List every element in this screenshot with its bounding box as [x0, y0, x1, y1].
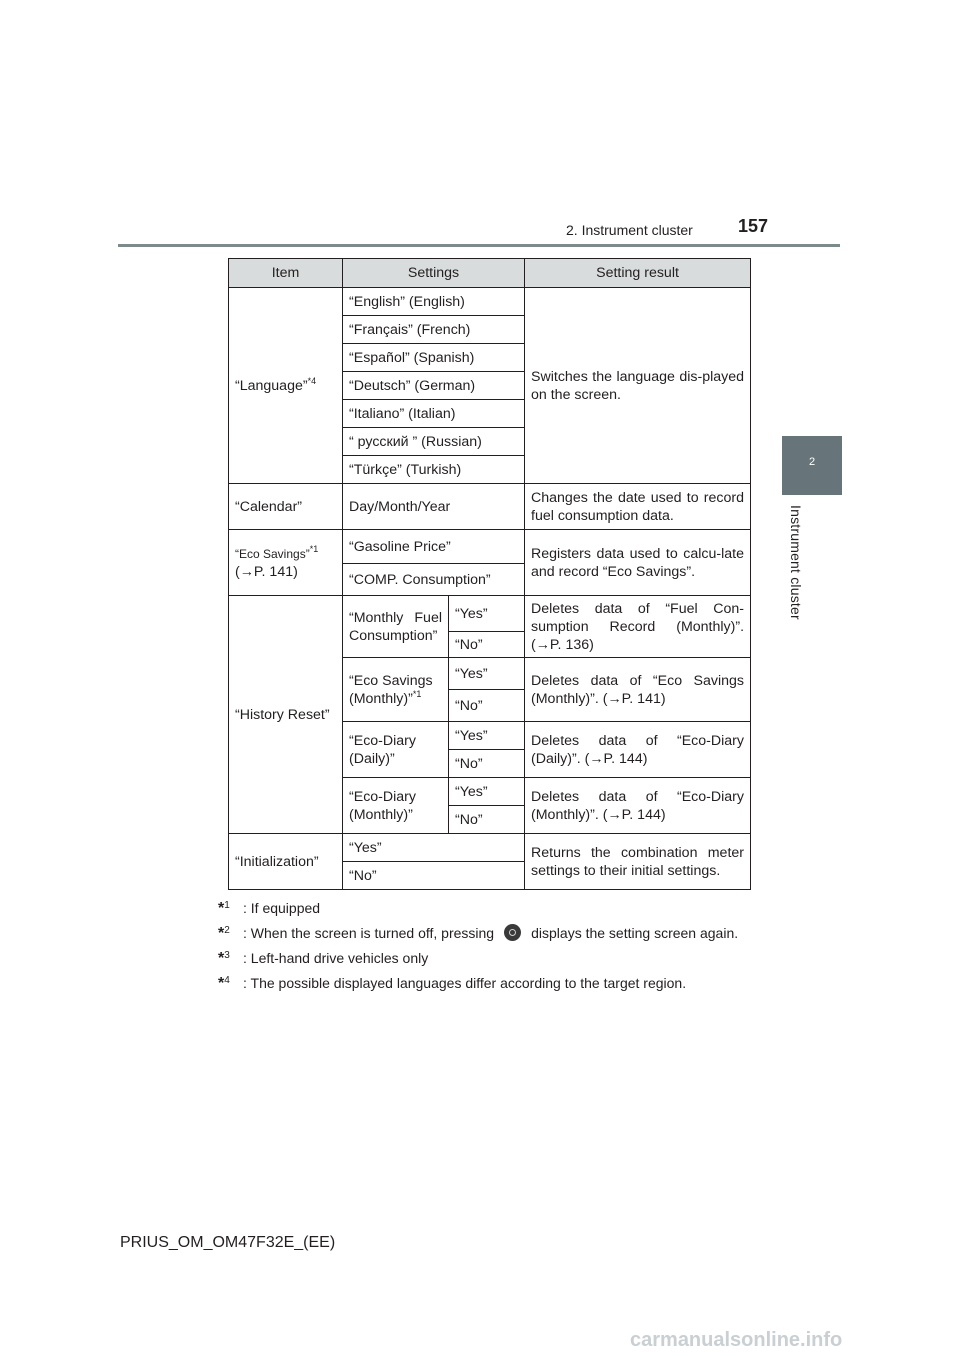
setting-option: “Italiano” (Italian)	[343, 400, 525, 428]
footnote-text: : The possible displayed languages differ according to the target region.	[243, 975, 687, 991]
option-no: “No”	[343, 862, 525, 890]
footnote-text-before: : When the screen is turned off, pressing	[243, 925, 495, 941]
footnote-mark: *$^4$	[218, 975, 230, 992]
footnote-mark: *$^2$	[218, 925, 230, 942]
section-title: 2. Instrument cluster	[566, 222, 693, 238]
footnote-mark: *$^3$	[218, 950, 230, 967]
item-language	[229, 288, 343, 484]
history-group-result: Deletes data of “Fuel Con-sumption Record (Monthly)”. (→P. 136)	[525, 596, 751, 658]
table-row	[229, 596, 751, 632]
result-eco-savings: Registers data used to calcu-late and record “Eco Savings”.	[525, 530, 751, 596]
footnote-mark: *$^1$	[218, 900, 230, 917]
footnote-text: : If equipped	[243, 900, 321, 916]
option-yes: “Yes”	[449, 596, 525, 632]
history-group-result: Deletes data of “Eco-Diary (Monthly)”. (→P. 144)	[525, 778, 751, 834]
footnote-1	[218, 898, 746, 919]
table-row	[229, 530, 751, 564]
steering-switch-button-icon	[504, 924, 521, 941]
footnote-2	[218, 923, 746, 944]
option-yes: “Yes”	[449, 658, 525, 690]
settings-table	[228, 258, 751, 890]
item-initialization: “Initialization”	[229, 834, 343, 890]
item-eco-savings-ref: (→P. 141)	[235, 563, 298, 580]
footnotes	[218, 898, 746, 998]
page-number: 157	[738, 216, 769, 236]
chapter-tab	[782, 436, 842, 495]
watermark: carmanualsonline.info	[630, 1329, 843, 1351]
result-language: Switches the language dis-played on the screen.	[525, 288, 751, 484]
result-calendar: Changes the date used to record fuel consumption data.	[525, 484, 751, 530]
option-yes: “Yes”	[449, 778, 525, 806]
setting-option: “English” (English)	[343, 288, 525, 316]
option-no: “No”	[449, 632, 525, 658]
option-no: “No”	[449, 806, 525, 834]
option-no: “No”	[449, 750, 525, 778]
footnote-4	[218, 973, 746, 994]
setting-gasoline-price: “Gasoline Price”	[343, 530, 525, 564]
item-language-note: *4	[307, 375, 317, 386]
item-history-reset: “History Reset”	[229, 596, 343, 834]
history-group-name: “Eco-Diary (Monthly)”	[343, 778, 449, 834]
setting-option: “Deutsch” (German)	[343, 372, 525, 400]
table-header-row	[229, 259, 751, 288]
document-code: PRIUS_OM_OM47F32E_(EE)	[120, 1234, 336, 1251]
item-eco-savings-label: “Eco Savings”	[235, 546, 310, 561]
chapter-number: 2	[808, 456, 816, 468]
option-yes: “Yes”	[449, 722, 525, 750]
chapter-label: Instrument cluster	[788, 505, 804, 620]
header-divider	[118, 244, 840, 247]
item-calendar: “Calendar”	[229, 484, 343, 530]
setting-option: “ русский ” (Russian)	[343, 428, 525, 456]
history-group-name: “Eco-Diary (Daily)”	[343, 722, 449, 778]
item-eco-savings	[229, 530, 343, 596]
footnote-3	[218, 948, 746, 969]
history-group-name: “Monthly Fuel Consumption”	[343, 596, 449, 658]
result-initialization: Returns the combination meter settings to their initial settings.	[525, 834, 751, 890]
table-row	[229, 288, 751, 316]
footnote-text: : Left-hand drive vehicles only	[243, 950, 429, 966]
setting-option: “Español” (Spanish)	[343, 344, 525, 372]
table-row	[229, 484, 751, 530]
setting-comp-consumption: “COMP. Consumption”	[343, 564, 525, 596]
option-no: “No”	[449, 690, 525, 722]
option-yes: “Yes”	[343, 834, 525, 862]
history-group-label: “Eco Savings (Monthly)”	[349, 672, 433, 707]
history-group-name	[343, 658, 449, 722]
history-group-result: Deletes data of “Eco Savings (Monthly)”. (→P. 141)	[525, 658, 751, 722]
header-settings: Settings	[343, 259, 525, 288]
header-item: Item	[229, 259, 343, 288]
history-group-note: *1	[412, 688, 422, 699]
item-language-label: “Language”	[235, 377, 308, 394]
setting-calendar: Day/Month/Year	[343, 484, 525, 530]
footnote-text-after: displays the setting screen again.	[531, 925, 739, 941]
header-setting-result: Setting result	[525, 259, 751, 288]
setting-option: “Türkçe” (Turkish)	[343, 456, 525, 484]
table-row	[229, 834, 751, 862]
item-eco-savings-note: *1	[309, 543, 319, 554]
history-group-result: Deletes data of “Eco-Diary (Daily)”. (→P. 144)	[525, 722, 751, 778]
setting-option: “Français” (French)	[343, 316, 525, 344]
